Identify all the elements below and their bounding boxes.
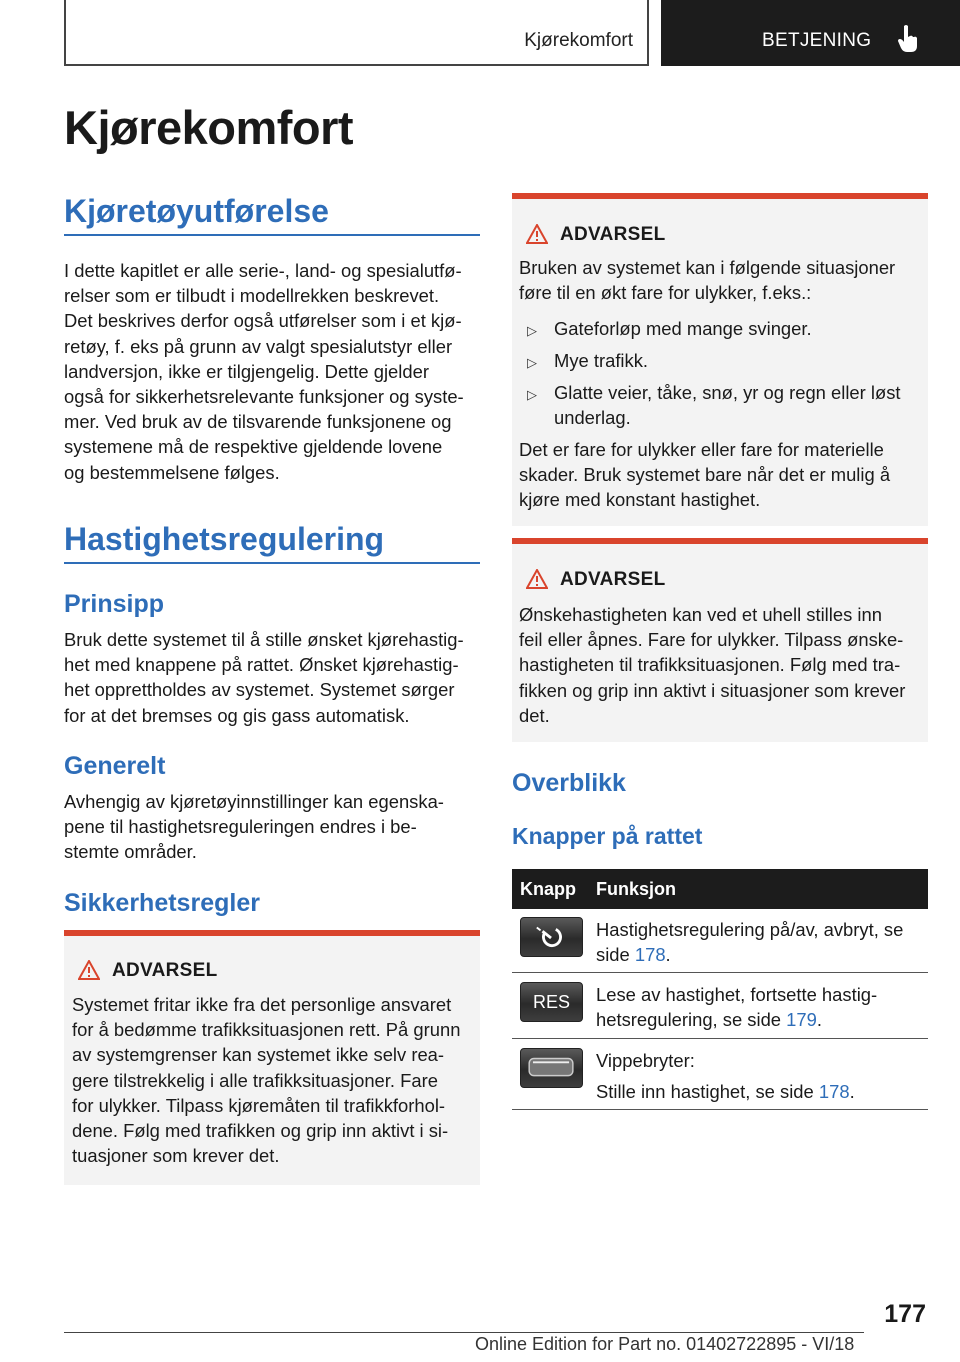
heading-general: Generelt [64,752,166,780]
table-header [512,869,928,909]
header-chapter-title: BETJENING [762,30,872,51]
heading-rule [64,234,480,236]
header-section-title: Kjørekomfort [524,30,633,51]
page-link[interactable]: 179 [786,1009,817,1031]
warning-box-situations [512,193,928,526]
res-button-icon: RES [520,982,583,1022]
bullet-triangle-icon: ▷ [527,355,537,370]
bullet-triangle-icon: ▷ [527,387,537,402]
warning-triangle-icon [78,960,100,980]
footer-rule [64,1332,864,1333]
warning-box-safety [64,930,480,1185]
column-header-function: Funksjon [596,879,676,899]
heading-vehicle-version: Kjøretøyutførelse [64,193,329,229]
header-chapter-tab [661,0,960,66]
table-row [512,1040,928,1110]
bullet-triangle-icon: ▷ [527,323,537,338]
warning-title: ADVARSEL [112,960,218,981]
heading-principle: Prinsipp [64,590,165,618]
rocker-switch-icon [520,1048,583,1088]
warning-title: ADVARSEL [560,224,666,245]
table-row [512,909,928,973]
warning-text: Systemet fritar ikke fra det personlige ansvaret for å bedømme trafikksituasjonen rett. På grunn av systemgrenser kan systemet ikke selv rea- gere tilstrekkelig i alle trafikksituasjoner. Fare for ulykker. Tilpass kjøremåten til trafikkforhol- dene. Følg med trafikken og grip inn aktivt i si- tuasjoner som krever det. [72,994,461,1167]
warning-title: ADVARSEL [560,569,666,590]
heading-rule [64,562,480,564]
warning-bullet: Glatte veier, tåke, snø, yr og regn eller løst underlag. [554,382,901,429]
footer-edition: Online Edition for Part no. 01402722895 - VI/18 [475,1334,855,1354]
warning-intro: Bruken av systemet kan i følgende situasjoner føre til en økt fare for ulykker, f.eks.: [519,257,896,304]
page-link[interactable]: 178 [634,944,666,966]
pointing-hand-icon [897,24,919,54]
principle-text: Bruk dette systemet til å stille ønsket kjørehastig- het med knappene på rattet. Ønsket kjørehastig- het opprettholdes av systemet. Systemet sørger for at det bremses og gis gass automatisk. [64,629,464,726]
warning-triangle-icon [526,224,548,244]
page-link[interactable]: 178 [818,1081,850,1103]
vehicle-version-text: I dette kapitlet er alle serie-, land- og spesialutfø- relser som er tilbudt i modellrekken beskrevet. Det beskrives derfor også utførelser som i et kjø- retøy, f. eks på grunn av valgt spesialutstyr eller landversjon, ikke er tilgjengelig. Dette gjelder også for sikkerhetsrelevante funksjoner og syste- mer. Ved bruk av de tilsvarende funksjonene og systemene må de respektive gjeldende lovene og bestemmelsene følges. [64,260,464,483]
warning-box-desired-speed [512,538,928,742]
function-description: Vippebryter: Stille inn hastighet, se side 178. [596,1050,855,1103]
heading-overview: Overblikk [512,769,626,797]
column-header-button: Knapp [520,879,576,899]
warning-text: Ønskehastigheten kan ved et uhell stilles inn feil eller åpnes. Fare for ulykker. Tilpass ønske- hastigheten til trafikksituasjonen. Følg med tra- fikken og grip inn aktivt i situasjoner som krever det. [519,604,906,726]
warning-bullet: Gateforløp med mange svinger. [554,318,812,339]
warning-outro: Det er fare for ulykker eller fare for materielle skader. Bruk systemet bare når det er mulig å kjøre med konstant hastighet. [519,439,891,511]
heading-steering-buttons: Knapper på rattet [512,823,703,849]
chapter-title: Kjørekomfort [64,101,354,154]
table-row [512,974,928,1039]
heading-safety-rules: Sikkerhetsregler [64,889,260,917]
warning-bullet: Mye trafikk. [554,350,649,371]
heading-speed-control: Hastighetsregulering [64,521,385,557]
function-description: Hastighetsregulering på/av, avbryt, se side 178. [596,919,904,966]
cruise-control-button-icon [520,917,583,957]
function-description: Lese av hastighet, fortsette hastig- hetsregulering, se side 179. [596,984,878,1031]
page-number: 177 [884,1300,926,1328]
header-section-tab [64,0,649,66]
warning-triangle-icon [526,569,548,589]
general-text: Avhengig av kjøretøyinnstillinger kan egenska- pene til hastighetsreguleringen endres i be- stemte områder. [64,791,444,863]
